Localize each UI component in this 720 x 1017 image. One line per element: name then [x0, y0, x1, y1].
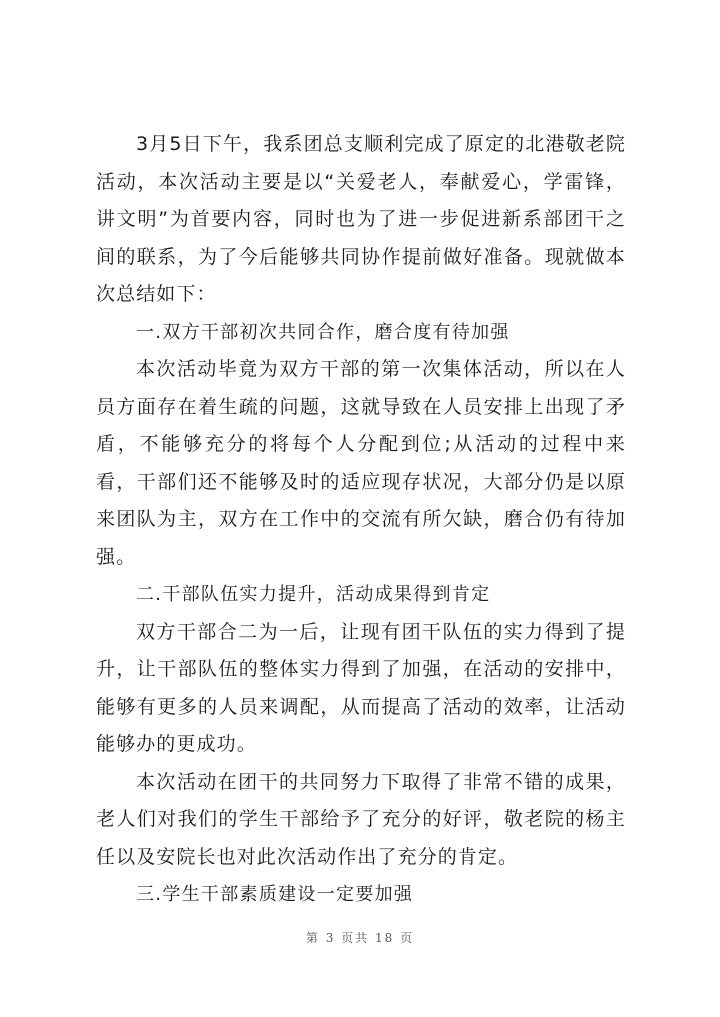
page-number-footer: 第 3 页共 18 页 [305, 931, 415, 945]
document-body [96, 126, 626, 914]
section-2-paragraph-1: 双方干部合二为一后，让现有团干队伍的实力得到了提升，让干部队伍的整体实力得到了加强，在活动的安排中，能够有更多的人员来调配，从而提高了活动的效率，让活动能够办的更成功。 [96, 620, 626, 755]
section-heading-1: 一.双方干部初次共同合作，磨合度有待加强 [136, 321, 510, 343]
section-2-paragraph-2: 本次活动在团干的共同努力下取得了非常不错的成果，老人们对我们的学生干部给予了充分的好评，敬老院的杨主任以及安院长也对此次活动作出了充分的肯定。 [96, 770, 626, 868]
section-heading-3: 三.学生干部素质建设一定要加强 [136, 884, 414, 905]
section-heading-2: 二.干部队伍实力提升，活动成果得到肯定 [136, 584, 491, 605]
section-1-paragraph: 本次活动毕竟为双方干部的第一次集体活动，所以在人员方面存在着生疏的问题，这就导致在人员安排上出现了矛盾，不能够充分的将每个人分配到位;从活动的过程中来看，干部们还不能够及时的适应现存状况，大部分仍是以原来团队为主，双方在工作中的交流有所欠缺，磨合仍有待加强。 [96, 358, 626, 568]
intro-paragraph: 3月5日下午，我系团总支顺利完成了原定的北港敬老院活动，本次活动主要是以“关爱老人，奉献爱心，学雷锋，讲文明”为首要内容，同时也为了进一步促进新系部团干之间的联系，为了今后能够共同协作提前做好准备。现就做本次总结如下： [96, 133, 626, 305]
